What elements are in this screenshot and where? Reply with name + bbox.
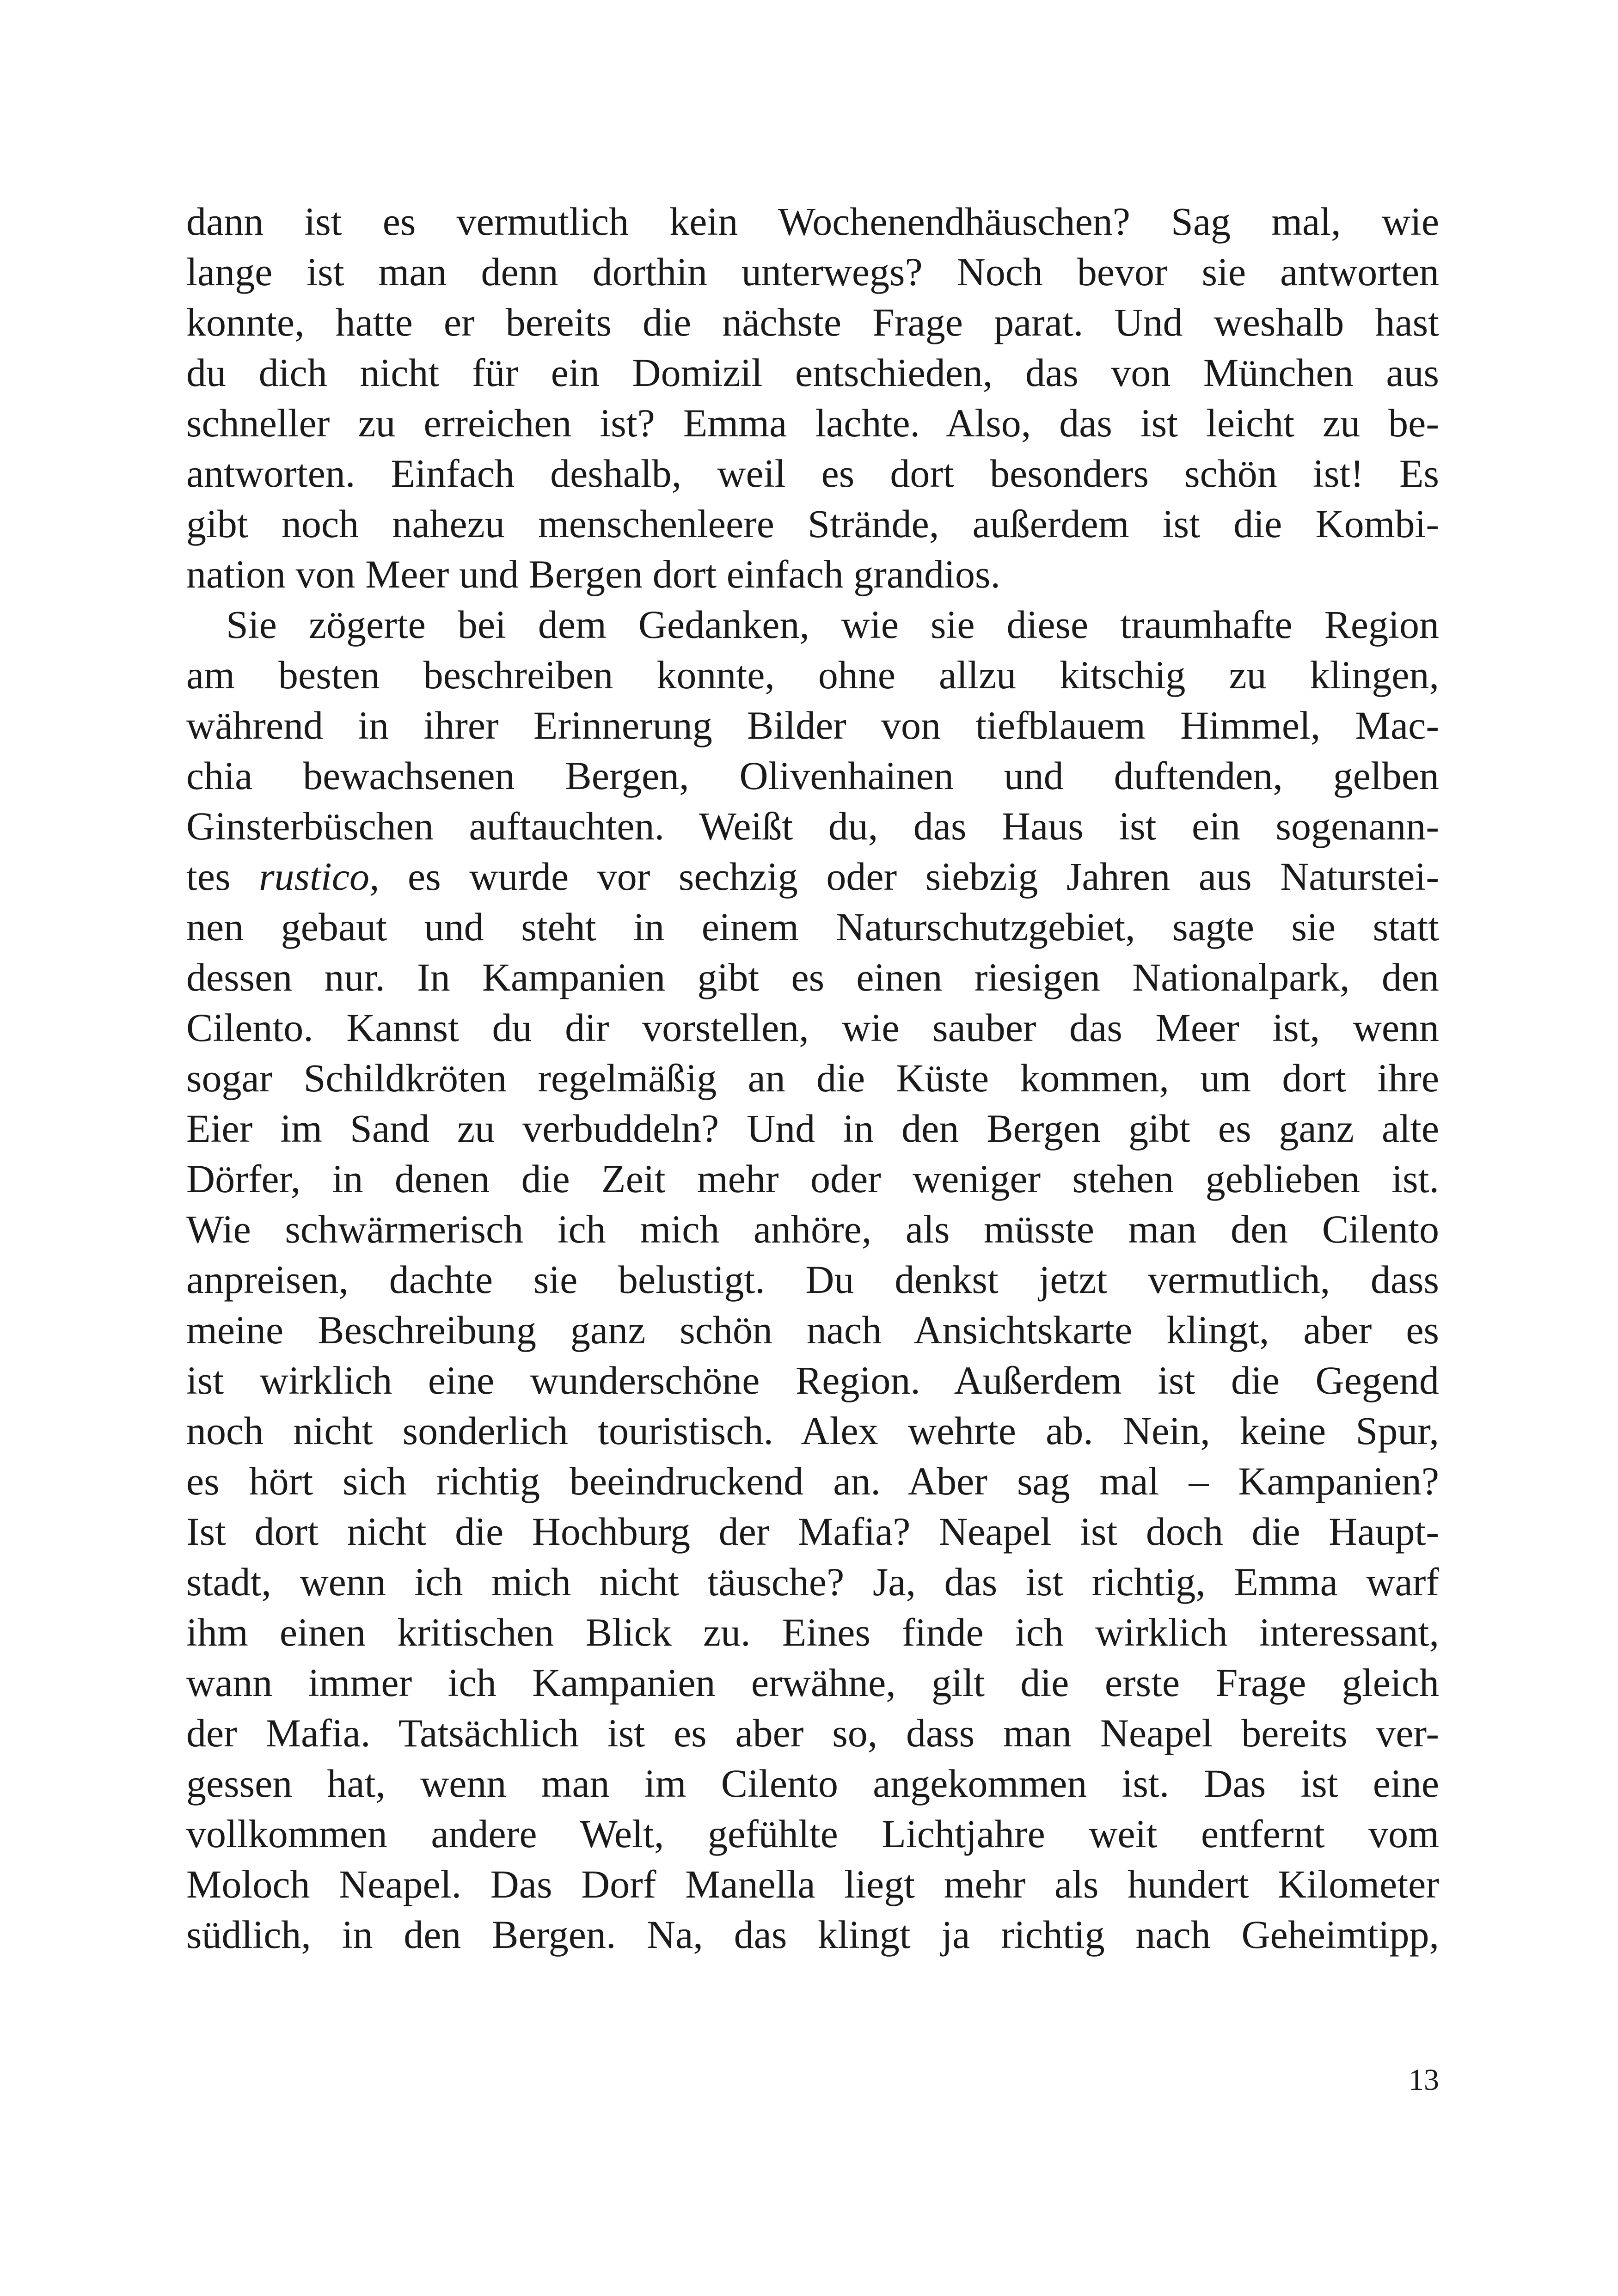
text-line: meine Beschreibung ganz schön nach Ansichtskarte klingt, aber es [186,1308,1439,1352]
text-line: Wie schwärmerisch ich mich anhöre, als müsste man den Cilento [186,1207,1439,1251]
text-line: antworten. Einfach deshalb, weil es dort besonders schön ist! Es [186,451,1439,496]
italic-term: rustico, [259,854,380,899]
text-line: konnte, hatte er bereits die nächste Frage parat. Und weshalb hast [186,300,1439,344]
text-line: Cilento. Kannst du dir vorstellen, wie sauber das Meer ist, wenn [186,1005,1439,1050]
text-line: anpreisen, dachte sie belustigt. Du denkst jetzt vermutlich, dass [186,1257,1439,1302]
text-line: dessen nur. In Kampanien gibt es einen riesigen Nationalpark, den [186,955,1439,999]
text-line: ihm einen kritischen Blick zu. Eines finde ich wirklich interessant, [186,1610,1439,1654]
text-line: sogar Schildkröten regelmäßig an die Küste kommen, um dort ihre [186,1056,1439,1100]
text-line: Sie zögerte bei dem Gedanken, wie sie diese traumhafte Region [226,602,1439,647]
text-line: es hört sich richtig beeindruckend an. Aber sag mal – Kampanien? [186,1459,1439,1503]
text-line: am besten beschreiben konnte, ohne allzu kitschig zu klingen, [186,653,1439,697]
text-line: dann ist es vermutlich kein Wochenendhäuschen? Sag mal, wie [186,199,1439,244]
text-line: lange ist man denn dorthin unterwegs? Noch bevor sie antworten [186,250,1439,294]
text-line: ist wirklich eine wunderschöne Region. Außerdem ist die Gegend [186,1358,1439,1402]
text-line: südlich, in den Bergen. Na, das klingt ja richtig nach Geheimtipp, [186,1912,1439,1957]
text-line: schneller zu erreichen ist? Emma lachte. Also, das ist leicht zu be- [186,401,1439,445]
text-line: wann immer ich Kampanien erwähne, gilt die erste Frage gleich [186,1660,1439,1705]
text-line: Moloch Neapel. Das Dorf Manella liegt mehr als hundert Kilometer [186,1862,1439,1906]
text-line: Dörfer, in denen die Zeit mehr oder weniger stehen geblieben ist. [186,1157,1439,1201]
text-line: Eier im Sand zu verbuddeln? Und in den Bergen gibt es ganz alte [186,1106,1439,1151]
text-line: Ist dort nicht die Hochburg der Mafia? Neapel ist doch die Haupt- [186,1509,1439,1554]
text-line [186,851,1439,902]
text-line: Ginsterbüschen auftauchten. Weißt du, das Haus ist ein sogenann- [186,804,1439,848]
text-line: vollkommen andere Welt, gefühlte Lichtjahre weit entfernt vom [186,1812,1439,1856]
text-run: es wurde vor sechzig oder siebzig Jahren aus Naturstei- [379,854,1439,899]
page-number: 13 [1409,2063,1439,2097]
body-text [186,196,1439,1960]
text-line: du dich nicht für ein Domizil entschieden, das von München aus [186,350,1439,395]
text-line: gessen hat, wenn man im Cilento angekommen ist. Das ist eine [186,1761,1439,1806]
text-run: tes [186,854,259,899]
text-line: nen gebaut und steht in einem Naturschutzgebiet, sagte sie statt [186,905,1439,949]
text-line: der Mafia. Tatsächlich ist es aber so, dass man Neapel bereits ver- [186,1711,1439,1755]
text-line: stadt, wenn ich mich nicht täusche? Ja, das ist richtig, Emma warf [186,1560,1439,1604]
text-line: noch nicht sonderlich touristisch. Alex wehrte ab. Nein, keine Spur, [186,1408,1439,1453]
text-line: gibt noch nahezu menschenleere Strände, außerdem ist die Kombi- [186,502,1439,546]
text-line: während in ihrer Erinnerung Bilder von tiefblauem Himmel, Mac- [186,703,1439,747]
text-line: chia bewachsenen Bergen, Olivenhainen und duftenden, gelben [186,753,1439,798]
text-line: nation von Meer und Bergen dort einfach grandios. [186,552,1000,596]
